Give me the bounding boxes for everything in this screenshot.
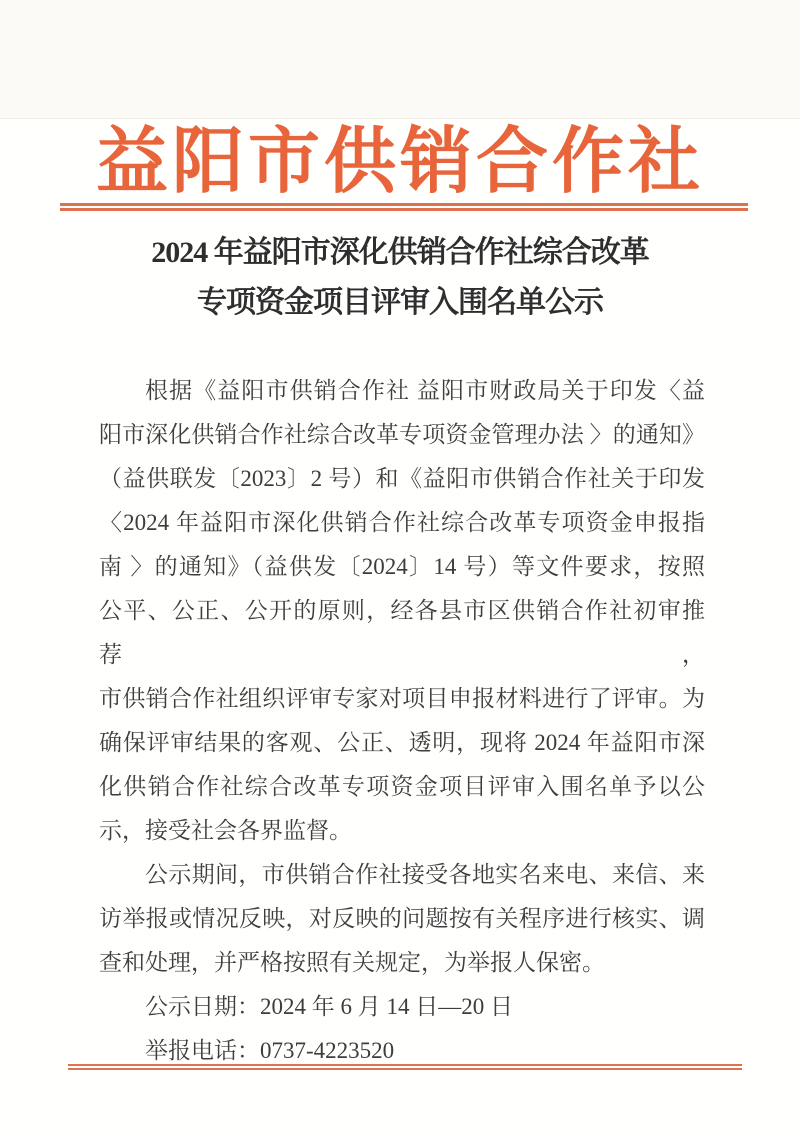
- document-title-line1: 2024 年益阳市深化供销合作社综合改革: [151, 236, 649, 269]
- body-line: 示，接受社会各界监督。: [99, 818, 352, 843]
- header-double-rule: [60, 203, 748, 211]
- body-line: 查和处理，并严格按照有关规定，为举报人保密。: [99, 950, 605, 975]
- document-header-org-title: 益阳市供销合作社: [95, 122, 704, 202]
- body-line: 化供销合作社综合改革专项资金项目评审入围名单予以公: [99, 774, 705, 799]
- body-line: 公示期间，市供销合作社接受各地实名来电、来信、来: [145, 862, 705, 887]
- body-line: 阳市深化供销合作社综合改革专项资金管理办法 〉的通知》: [99, 422, 705, 447]
- footer-double-rule: [68, 1064, 742, 1070]
- document-title: [0, 228, 800, 328]
- body-line: 公示日期：2024 年 6 月 14 日—20 日: [145, 994, 513, 1019]
- body-line: 根据《益阳市供销合作社 益阳市财政局关于印发〈益: [145, 378, 705, 403]
- body-line: （益供联发〔2023〕2 号）和《益阳市供销合作社关于印发: [99, 466, 705, 491]
- document-body: [99, 369, 705, 1073]
- body-line: 公平、公正、公开的原则，经各县市区供销合作社初审推荐，: [99, 598, 705, 667]
- body-line: 市供销合作社组织评审专家对项目申报材料进行了评审。为: [99, 686, 705, 711]
- body-line: 访举报或情况反映，对反映的问题按有关程序进行核实、调: [99, 906, 705, 931]
- body-line: 〈2024 年益阳市深化供销合作社综合改革专项资金申报指: [99, 510, 705, 535]
- scan-edge-band: [0, 0, 800, 119]
- document-title-line2: 专项资金项目评审入围名单公示: [197, 286, 603, 319]
- body-line: 举报电话：0737-4223520: [145, 1038, 395, 1063]
- body-line: 南 〉的通知》（益供发〔2024〕14 号）等文件要求，按照: [99, 554, 705, 579]
- body-line: 确保评审结果的客观、公正、透明，现将 2024 年益阳市深: [99, 730, 705, 755]
